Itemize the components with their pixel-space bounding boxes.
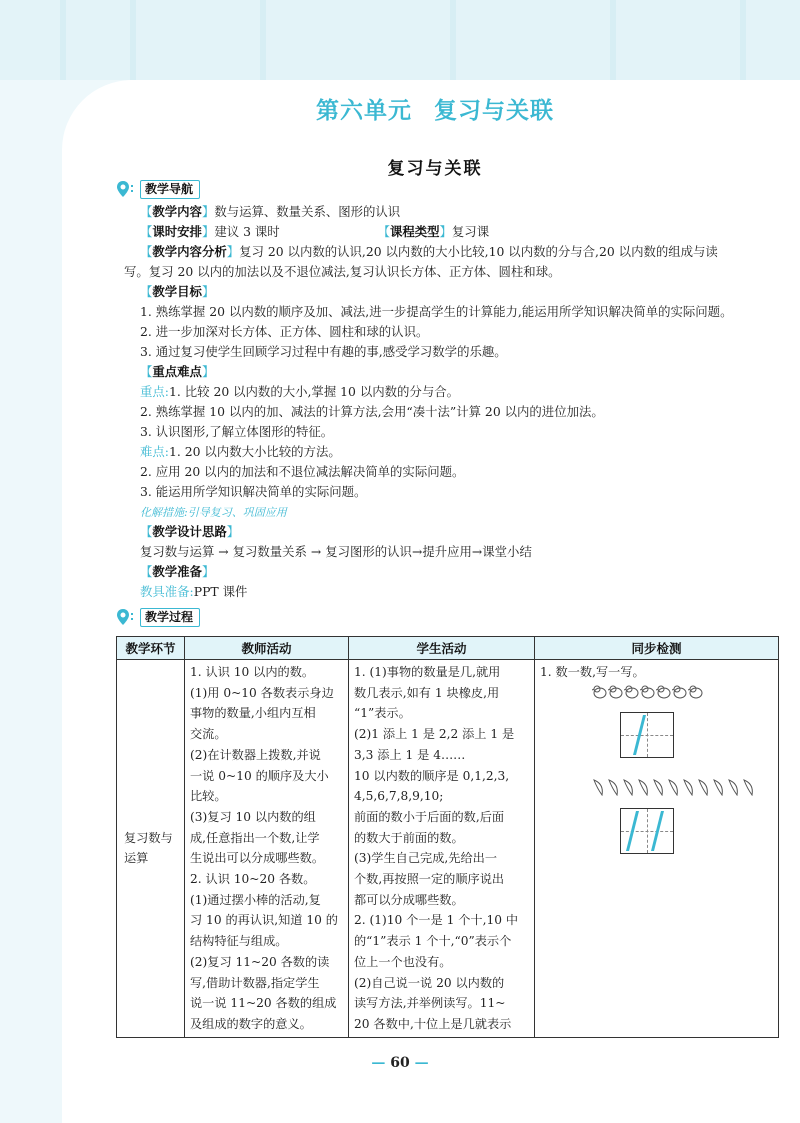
banana-icon bbox=[742, 778, 756, 796]
banana-icon bbox=[682, 778, 696, 796]
bird-icon bbox=[608, 684, 623, 700]
bird-icon bbox=[624, 684, 639, 700]
banana-icon bbox=[667, 778, 681, 796]
banner-stripe bbox=[260, 0, 266, 80]
bird-icon bbox=[656, 684, 671, 700]
section-label: 教学过程 bbox=[140, 608, 200, 627]
hard-item: 3. 能运用所学知识解决简单的实际问题。 bbox=[140, 484, 367, 499]
process-table bbox=[116, 636, 779, 1038]
section-header-process bbox=[116, 608, 200, 626]
nav-analysis-line: 【教学内容分析】复习 20 以内数的认识,20 以内数的大小比较,10 以内数的分与合,20 以内数的组成与读 bbox=[140, 244, 718, 259]
table-header: 教师活动 bbox=[185, 637, 349, 660]
exercise-title: 1. 数一数,写一写。 bbox=[540, 665, 645, 679]
design-heading: 【教学设计思路】 bbox=[140, 524, 240, 539]
key-item: 2. 熟练掌握 10 以内的加、减法的计算方法,会用“凑十法”计算 20 以内的进位加法。 bbox=[140, 404, 604, 419]
goal-item: 2. 进一步加深对长方体、正方体、圆柱和球的认识。 bbox=[140, 324, 429, 339]
banana-icon bbox=[637, 778, 651, 796]
banana-icon bbox=[607, 778, 621, 796]
teacher-activity-cell: 1. 认识 10 以内的数。 (1)用 0~10 各数表示身边 事物的数量,小组内互相 交流。 (2)在计数器上拨数,并说 一说 0~10 的顺序及大小 比较。 (3)复习 10 以内数的组 成,任意指出一个数,让学 生说出可以分成哪些数。 2. 认识 10~20 各数。 (1)通过摆小棒的活动,复 习 10 的再认识,知道 10 的 结构特征与组成。 (2)复习 11~20 各数的读 写,借助计数器,指定学生 说一说 11~20 各数的组成 及组成的数字的意义。 bbox=[185, 660, 349, 1038]
resolve-measures: 化解措施:引导复习、巩固应用 bbox=[140, 506, 287, 519]
banana-icon bbox=[712, 778, 726, 796]
unit-title bbox=[100, 92, 770, 125]
lesson-title: 复习与关联 bbox=[387, 159, 483, 179]
bird-icon bbox=[672, 684, 687, 700]
banana-icon bbox=[727, 778, 741, 796]
writing-grid bbox=[620, 712, 674, 758]
top-banner bbox=[0, 0, 800, 80]
sync-check-cell bbox=[535, 660, 779, 1038]
table-header: 同步检测 bbox=[535, 637, 779, 660]
nav-content-line: 【教学内容】数与运算、数量关系、图形的认识 bbox=[140, 204, 401, 219]
table-header: 学生活动 bbox=[349, 637, 535, 660]
goals-heading: 【教学目标】 bbox=[140, 284, 215, 299]
exercise-area bbox=[540, 662, 773, 1012]
document-page bbox=[62, 80, 800, 1123]
nav-hours-line: 【课时安排】建议 3 课时 【课程类型】复习课 bbox=[140, 224, 490, 239]
banana-icon bbox=[622, 778, 636, 796]
goal-item: 1. 熟练掌握 20 以内数的顺序及加、减法,进一步提高学生的计算能力,能运用所学知识解决简单的实际问题。 bbox=[140, 304, 733, 319]
banner-stripe bbox=[60, 0, 66, 80]
pin-icon bbox=[116, 180, 138, 198]
banana-icon bbox=[592, 778, 606, 796]
nav-analysis-line-2: 写。复习 20 以内的加法以及不退位减法,复习认识长方体、正方体、圆柱和球。 bbox=[124, 264, 561, 279]
stage-cell: 复习数与 运算 bbox=[117, 660, 185, 1038]
unit-number: 第六单元 bbox=[316, 98, 412, 124]
design-text: 复习数与运算 → 复习数量关系 → 复习图形的认识→提升应用→课堂小结 bbox=[140, 544, 532, 559]
banner-stripe bbox=[450, 0, 456, 80]
prep-heading: 【教学准备】 bbox=[140, 564, 215, 579]
key-item: 重点:1. 比较 20 以内数的大小,掌握 10 以内数的分与合。 bbox=[140, 384, 459, 399]
page-number: — 60 — bbox=[371, 1055, 429, 1071]
bird-icon bbox=[640, 684, 655, 700]
banner-stripe bbox=[130, 0, 136, 80]
section-header-nav bbox=[116, 180, 200, 198]
bird-picture-row bbox=[592, 684, 703, 700]
banner-stripe bbox=[610, 0, 616, 80]
table-row bbox=[117, 660, 779, 1038]
goal-item: 3. 通过复习使学生回顾学习过程中有趣的事,感受学习数学的乐趣。 bbox=[140, 344, 507, 359]
keypoints-heading: 【重点难点】 bbox=[140, 364, 215, 379]
banana-icon bbox=[652, 778, 666, 796]
pin-icon bbox=[116, 608, 138, 626]
hard-item: 2. 应用 20 以内的加法和不退位减法解决简单的实际问题。 bbox=[140, 464, 465, 479]
key-item: 3. 认识图形,了解立体图形的特征。 bbox=[140, 424, 334, 439]
prep-text: 教具准备:PPT 课件 bbox=[140, 584, 248, 599]
student-activity-cell: 1. (1)事物的数量是几,就用 数几表示,如有 1 块橡皮,用 “1”表示。 (2)1 添上 1 是 2,2 添上 1 是 3,3 添上 1 是 4…… 10 以内数的顺序是 0,1,2,3, 4,5,6,7,8,9,10; 前面的数小于后面的数,后面 的数大于前面的数。 (3)学生自己完成,先给出一 个数,再按照一定的顺序说出 都可以分成哪些数。 2. (1)10 个一是 1 个十,10 中 的“1”表示 1 个十,“0”表示个 位上一个也没有。 (2)自己说一说 20 以内数的 读写方法,并举例读写。11~ 20 各数中,十位上是几就表示 bbox=[349, 660, 535, 1038]
banner-stripe bbox=[740, 0, 746, 80]
bird-icon bbox=[688, 684, 703, 700]
banana-picture-row bbox=[592, 778, 756, 796]
table-header: 教学环节 bbox=[117, 637, 185, 660]
banana-icon bbox=[697, 778, 711, 796]
unit-name: 复习与关联 bbox=[434, 98, 554, 124]
hard-item: 难点:1. 20 以内数大小比较的方法。 bbox=[140, 444, 341, 459]
writing-grid bbox=[620, 808, 674, 854]
section-label: 教学导航 bbox=[140, 180, 200, 199]
bird-icon bbox=[592, 684, 607, 700]
